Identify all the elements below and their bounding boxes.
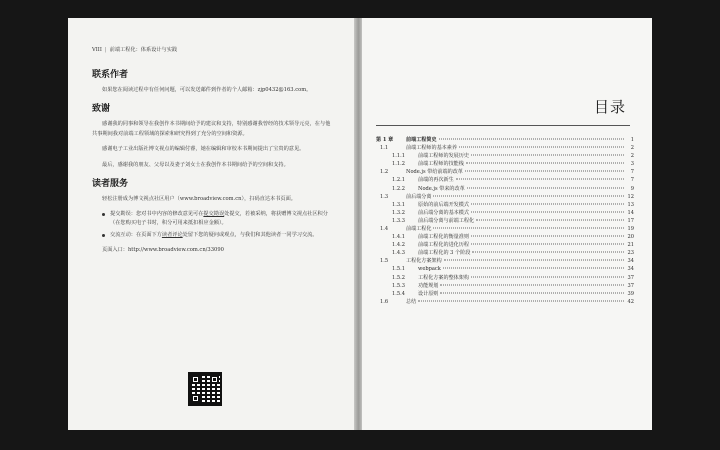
- toc-leader: [472, 252, 624, 253]
- book-title: 前端工程化：体系设计与实践: [109, 47, 178, 53]
- contact-body: 如果您在阅读过程中有任何问题，可以发送邮件到作者的个人邮箱：zjp0432@163.com。: [102, 87, 312, 93]
- toc-leader: [471, 211, 624, 212]
- toc-entry: [376, 168, 634, 176]
- toc-number: 1.6: [380, 298, 389, 305]
- toc-entry: [376, 225, 634, 233]
- toc-page: 13: [627, 201, 634, 208]
- page-entry-url: 页面入口：http://www.broadview.com.cn/33090: [102, 247, 224, 254]
- toc-page: 19: [627, 226, 634, 233]
- toc-entry: [376, 274, 634, 282]
- toc-leader: [456, 179, 624, 180]
- bullet-text: 处提交，若被采纳，将获赠博文视点社区积分（在您购买电子书时，积分可用来抵扣相应金额）。: [110, 211, 328, 227]
- toc-entry: [376, 282, 634, 290]
- toc-number: 1.5.3: [392, 282, 405, 289]
- toc-title-text: 总结: [406, 298, 417, 305]
- toc-page: 39: [627, 290, 634, 297]
- toc-leader: [476, 219, 624, 220]
- toc-number: 1.3: [380, 193, 389, 200]
- toc-leader: [443, 267, 624, 268]
- toc-title-text: 前端工程师的发展历史: [418, 153, 469, 160]
- toc-page: 12: [627, 193, 634, 200]
- toc-title-text: Node.js 带给前端的改革: [406, 169, 463, 176]
- toc-entry: [376, 136, 634, 144]
- toc-leader: [471, 276, 624, 277]
- toc-title-text: 设计原则: [418, 290, 439, 297]
- toc-title-text: 前端工程师的技能栈: [418, 161, 464, 168]
- thanks-paragraph: 感谢我的同事和领导在我创作本书期间给予的建议和支持，特别感谢我曾经的技术领导元亮，在与他共事期间我对前端工程领域的探索和研究得到了充分的空间和资源。: [92, 121, 331, 137]
- toc-page: 14: [627, 209, 634, 216]
- reader-comments-link[interactable]: 读者评论: [161, 232, 183, 239]
- toc-entry: [376, 249, 634, 257]
- toc-number: 1.2.2: [392, 185, 405, 192]
- toc-number: 1.1.2: [392, 161, 405, 168]
- thanks-paragraph: 感谢电子工业出版社博文视点的编辑付睿，她在编辑和审校本书期间提出了宝贵的意见。: [102, 146, 305, 153]
- toc-entry: [376, 241, 634, 249]
- left-page: [68, 18, 356, 430]
- toc-number: 1.1: [380, 145, 389, 152]
- toc-number: 1.3.2: [392, 209, 405, 216]
- toc-leader: [471, 244, 624, 245]
- toc-number: 1.2: [380, 169, 389, 176]
- toc-entry: [376, 257, 634, 265]
- toc-title-text: webpack: [418, 265, 441, 272]
- qr-code: [188, 372, 222, 406]
- toc-title-text: 前端的再次新生: [418, 177, 454, 184]
- toc-leader: [440, 284, 624, 285]
- reader-service-list: [92, 210, 334, 240]
- toc-leader: [433, 228, 624, 229]
- toc-page: 2: [630, 153, 634, 160]
- submit-errata-link[interactable]: 提交勘误: [203, 211, 225, 218]
- toc-title-text: 前后端分离: [406, 193, 432, 200]
- bullet-text: 处留下您的疑问或观点，与我们和其他读者一同学习交流。: [182, 232, 318, 239]
- toc-page: 2: [630, 145, 634, 152]
- toc-entry: [376, 233, 634, 241]
- toc-entry: [376, 217, 634, 225]
- toc-page: 17: [627, 217, 634, 224]
- table-of-contents: [376, 136, 634, 306]
- divider: [376, 125, 630, 126]
- toc-number: 1.5: [380, 258, 389, 265]
- toc-leader: [466, 163, 624, 164]
- toc-title-text: Node.js 带来的改革: [418, 185, 465, 192]
- toc-leader: [418, 300, 624, 301]
- toc-leader: [467, 187, 624, 188]
- toc-page: 7: [630, 169, 634, 176]
- toc-entry: [376, 298, 634, 306]
- right-page: [362, 18, 652, 430]
- toc-entry: [376, 152, 634, 160]
- toc-number: 1.4.1: [392, 234, 405, 241]
- toc-leader: [471, 155, 624, 156]
- toc-title-text: 工程化方案架构: [406, 258, 442, 265]
- toc-entry: [376, 193, 634, 201]
- toc-number: 1.2.1: [392, 177, 405, 184]
- bullet-text: 提交勘误：您对书中内容的修改意见可在: [110, 211, 204, 218]
- toc-title-text: 工程化方案的整体架构: [418, 274, 469, 281]
- toc-entry: [376, 144, 634, 152]
- toc-page: 34: [627, 258, 634, 265]
- reader-service-title: 读者服务: [92, 179, 129, 190]
- toc-entry: [376, 290, 634, 298]
- bullet-text: 交流互动：在页面下方: [110, 232, 162, 239]
- toc-title-text: 原始的前后端开发模式: [418, 201, 469, 208]
- reader-service-intro: 轻松注册成为博文视点社区用户（www.broadview.com.cn），扫码直达本书页面。: [102, 196, 296, 203]
- toc-number: 1.1.1: [392, 153, 405, 160]
- toc-title-text: 前端工程简史: [406, 137, 437, 143]
- thanks-paragraph: 最后，感谢我的朋友、父母以及妻子刘女士在我创作本书期间给予的空间和支持。: [102, 161, 289, 168]
- toc-number: 1.5.2: [392, 274, 405, 281]
- toc-title-text: 前端工程师的基本素养: [406, 145, 457, 152]
- toc-page: 1: [630, 137, 634, 143]
- toc-page: 42: [627, 298, 634, 305]
- toc-entry: [376, 201, 634, 209]
- toc-title-text: 前后端分离的基本模式: [418, 209, 469, 216]
- list-item: [92, 231, 334, 240]
- page-number: VIII: [92, 47, 102, 53]
- toc-title: 目录: [593, 98, 626, 116]
- toc-leader: [444, 260, 624, 261]
- toc-number: 1.4.2: [392, 242, 405, 249]
- toc-number: 1.5.4: [392, 290, 405, 297]
- toc-entry: [376, 160, 634, 168]
- toc-number: 1.4.3: [392, 250, 405, 257]
- toc-page: 37: [627, 274, 634, 281]
- contact-title: 联系作者: [92, 70, 129, 80]
- toc-number: 第 1 章: [376, 137, 394, 143]
- toc-title-text: 前后端分离与前端工程化: [418, 217, 475, 224]
- toc-leader: [471, 236, 624, 237]
- toc-page: 23: [627, 250, 634, 257]
- toc-leader: [439, 139, 624, 140]
- toc-number: 1.5.1: [392, 265, 405, 272]
- toc-title-text: 功能规划: [418, 282, 439, 289]
- running-head: VIII | 前端工程化：体系设计与实践: [92, 47, 178, 53]
- toc-leader: [471, 203, 624, 204]
- toc-leader: [433, 195, 624, 196]
- toc-page: 7: [630, 177, 634, 184]
- toc-entry: [376, 266, 634, 274]
- toc-title-text: 前端工程化的 3 个阶段: [418, 250, 471, 257]
- list-item: [92, 210, 334, 228]
- toc-entry: [376, 209, 634, 217]
- thanks-title: 致谢: [92, 104, 111, 115]
- toc-page: 9: [630, 185, 634, 192]
- toc-page: 3: [630, 161, 634, 168]
- toc-page: 20: [627, 234, 634, 241]
- toc-leader: [459, 147, 624, 148]
- toc-page: 34: [627, 265, 634, 272]
- toc-number: 1.3.3: [392, 217, 405, 224]
- toc-title-text: 前端工程化的进化历程: [418, 242, 469, 249]
- toc-number: 1.4: [380, 226, 389, 233]
- toc-number: 1.3.1: [392, 201, 405, 208]
- toc-page: 37: [627, 282, 634, 289]
- toc-entry: [376, 185, 634, 193]
- toc-entry: [376, 176, 634, 184]
- toc-leader: [440, 292, 624, 293]
- toc-title-text: 前端工程化的衡量准则: [418, 234, 469, 241]
- toc-page: 21: [627, 242, 634, 249]
- toc-leader: [465, 171, 624, 172]
- toc-title-text: 前端工程化: [406, 226, 432, 233]
